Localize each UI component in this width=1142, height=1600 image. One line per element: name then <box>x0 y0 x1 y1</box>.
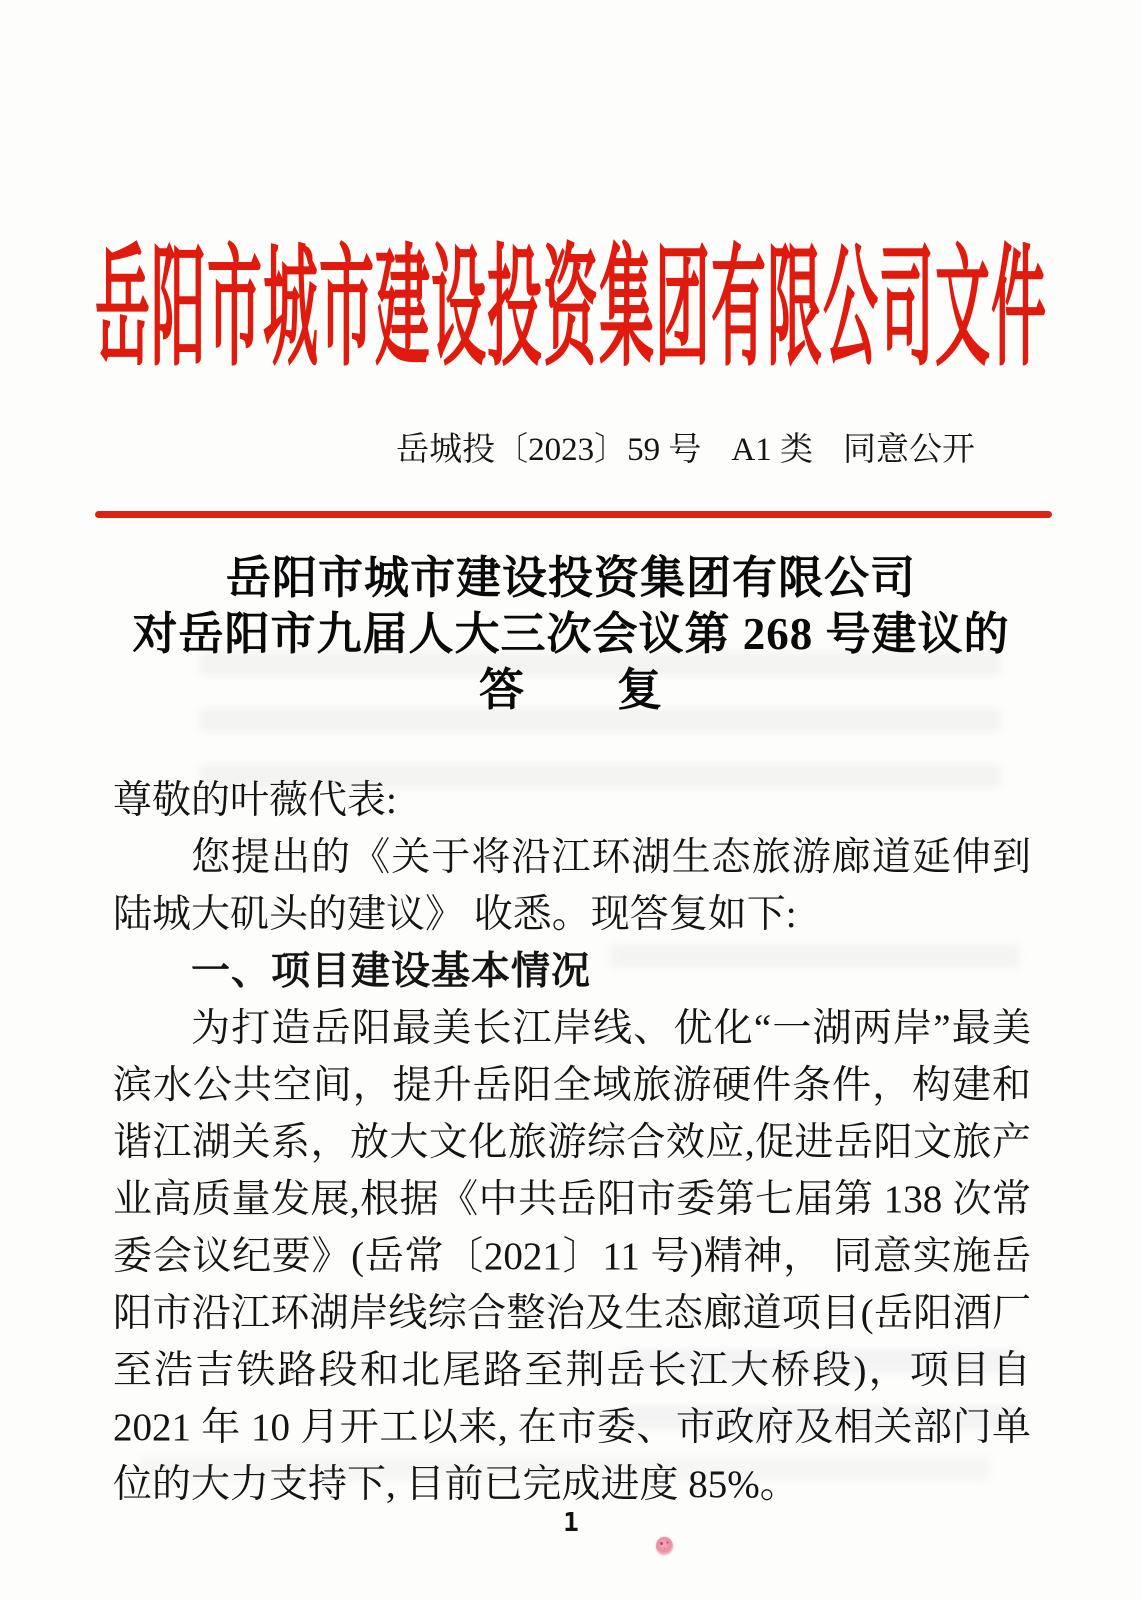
letter-body <box>113 772 1031 1513</box>
doc-classification: A1 类 <box>731 432 813 468</box>
doc-publicity-label: 同意公开 <box>843 432 975 468</box>
intro-paragraph: 您提出的《关于将沿江环湖生态旅游廊道延伸到陆城大矶头的建议》 收悉。现答复如下: <box>113 836 1031 936</box>
letterhead-org-title: 岳阳市城市建设投资集团有限公司文件 <box>94 235 1047 382</box>
document-title <box>0 550 1142 718</box>
document-title-line2: 对岳阳市九届人大三次会议第 268 号建议的 <box>132 609 1010 659</box>
section-1-heading: 一、项目建设基本情况 <box>191 950 592 993</box>
document-title-line3: 答 复 <box>478 665 663 715</box>
page-number: 1 <box>563 1508 579 1538</box>
document-title-line1: 岳阳市城市建设投资集团有限公司 <box>225 553 916 603</box>
salutation: 尊敬的叶薇代表: <box>113 779 397 822</box>
doc-meta-line <box>0 430 1142 470</box>
section-1-paragraph: 为打造岳阳最美长江岸线、优化“一湖两岸”最美滨水公共空间，提升岳阳全域旅游硬件条件，构建和谐江湖关系，放大文化旅游综合效应,促进岳阳文旅产业高质量发展,根据《中共岳阳市委第七届第 138 次常委会议纪要》(岳常〔2021〕11 号)精神， 同意实施岳阳市沿江环湖岸线综合整治及生态廊道项目(岳阳酒厂至浩吉铁路段和北尾路至荆岳长江大桥段)，项目自 2021 年 10 月开工以来, 在市委、市政府及相关部门单位的大力支持下, 目前已完成进度 85%。 <box>113 1007 1031 1506</box>
pink-ink-stain <box>656 1537 673 1555</box>
red-divider-line <box>95 511 1052 518</box>
doc-number: 岳城投〔2023〕59 号 <box>396 432 702 468</box>
